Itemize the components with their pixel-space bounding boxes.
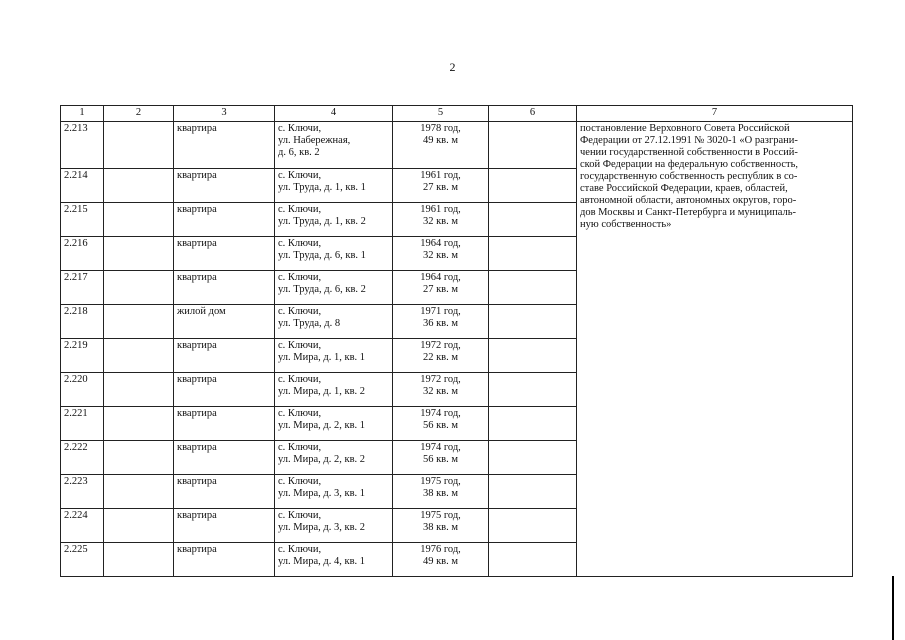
- address-line: с. Ключи,: [278, 272, 322, 283]
- cell-col-6: [489, 169, 577, 203]
- cell-characteristics: [393, 169, 489, 203]
- cell-object-type: [174, 407, 275, 441]
- table-row: [61, 122, 853, 169]
- cell-col-6: [489, 339, 577, 373]
- address-line: с. Ключи,: [278, 123, 322, 134]
- object-type: квартира: [177, 544, 217, 555]
- address-line: с. Ключи,: [278, 170, 322, 181]
- legal-basis-line: ную собственность»: [580, 219, 672, 230]
- object-type: квартира: [177, 238, 217, 249]
- cell-col-2: [104, 373, 174, 407]
- object-type: квартира: [177, 272, 217, 283]
- row-number: 2.221: [64, 408, 88, 419]
- build-year: 1972 год,: [420, 374, 461, 385]
- cell-characteristics: [393, 122, 489, 169]
- row-number: 2.218: [64, 306, 88, 317]
- header-col-1: 1: [61, 106, 104, 122]
- page-number: 2: [449, 60, 456, 74]
- legal-basis-line: ставе Российской Федерации, краев, областей,: [580, 183, 788, 194]
- address-line: ул. Мира, д. 3, кв. 1: [278, 488, 366, 499]
- legal-basis-line: государственную собственность республик в со-: [580, 171, 798, 182]
- address-line: с. Ключи,: [278, 544, 322, 555]
- cell-col-2: [104, 339, 174, 373]
- cell-number: [61, 509, 104, 543]
- cell-number: [61, 169, 104, 203]
- cell-characteristics: [393, 271, 489, 305]
- header-col-5: 5: [393, 106, 489, 122]
- address-line: д. 6, кв. 2: [278, 147, 320, 158]
- cell-number: [61, 407, 104, 441]
- object-type: жилой дом: [177, 306, 226, 317]
- cell-address: [275, 373, 393, 407]
- cell-characteristics: [393, 237, 489, 271]
- cell-number: [61, 305, 104, 339]
- cell-object-type: [174, 203, 275, 237]
- object-type: квартира: [177, 476, 217, 487]
- cell-col-2: [104, 305, 174, 339]
- cell-number: [61, 203, 104, 237]
- area: 32 кв. м: [422, 386, 459, 397]
- build-year: 1976 год,: [420, 544, 461, 555]
- cell-characteristics: [393, 373, 489, 407]
- cell-address: [275, 305, 393, 339]
- address-line: ул. Мира, д. 1, кв. 2: [278, 386, 366, 397]
- address-line: с. Ключи,: [278, 238, 322, 249]
- cell-address: [275, 203, 393, 237]
- area: 56 кв. м: [422, 420, 459, 431]
- cell-col-2: [104, 237, 174, 271]
- area: 49 кв. м: [422, 556, 459, 567]
- cell-number: [61, 373, 104, 407]
- row-number: 2.219: [64, 340, 88, 351]
- cell-object-type: [174, 169, 275, 203]
- cell-number: [61, 237, 104, 271]
- cell-address: [275, 509, 393, 543]
- cell-characteristics: [393, 475, 489, 509]
- area: 22 кв. м: [422, 352, 459, 363]
- cell-col-2: [104, 122, 174, 169]
- cell-characteristics: [393, 203, 489, 237]
- address-line: с. Ключи,: [278, 408, 322, 419]
- row-number: 2.222: [64, 442, 88, 453]
- cell-characteristics: [393, 441, 489, 475]
- legal-basis-line: Федерации от 27.12.1991 № 3020-1 «О разграни-: [580, 135, 798, 146]
- address-line: ул. Мира, д. 2, кв. 2: [278, 454, 366, 465]
- cell-object-type: [174, 339, 275, 373]
- area: 36 кв. м: [422, 318, 459, 329]
- cell-characteristics: [393, 305, 489, 339]
- area: 56 кв. м: [422, 454, 459, 465]
- cell-address: [275, 237, 393, 271]
- cell-col-2: [104, 407, 174, 441]
- address-line: с. Ключи,: [278, 204, 322, 215]
- cell-number: [61, 271, 104, 305]
- cell-col-6: [489, 441, 577, 475]
- build-year: 1961 год,: [420, 170, 461, 181]
- cell-col-6: [489, 271, 577, 305]
- build-year: 1974 год,: [420, 408, 461, 419]
- cell-address: [275, 169, 393, 203]
- cell-col-2: [104, 169, 174, 203]
- build-year: 1961 год,: [420, 204, 461, 215]
- object-type: квартира: [177, 510, 217, 521]
- area: 32 кв. м: [422, 250, 459, 261]
- address-line: ул. Мира, д. 2, кв. 1: [278, 420, 366, 431]
- header-col-2: 2: [104, 106, 174, 122]
- row-number: 2.225: [64, 544, 88, 555]
- area: 49 кв. м: [422, 135, 459, 146]
- cell-address: [275, 271, 393, 305]
- address-line: с. Ключи,: [278, 340, 322, 351]
- build-year: 1975 год,: [420, 476, 461, 487]
- address-line: ул. Мира, д. 3, кв. 2: [278, 522, 366, 533]
- legal-basis-line: ской Федерации на федеральную собственность,: [580, 159, 799, 170]
- cell-number: [61, 441, 104, 475]
- cell-characteristics: [393, 509, 489, 543]
- cell-col-6: [489, 305, 577, 339]
- address-line: ул. Набережная,: [278, 135, 351, 146]
- cell-address: [275, 475, 393, 509]
- address-line: с. Ключи,: [278, 442, 322, 453]
- address-line: ул. Мира, д. 4, кв. 1: [278, 556, 366, 567]
- cell-col-6: [489, 509, 577, 543]
- area: 27 кв. м: [422, 284, 459, 295]
- cell-address: [275, 339, 393, 373]
- cell-col-2: [104, 509, 174, 543]
- row-number: 2.216: [64, 238, 88, 249]
- cell-col-6: [489, 475, 577, 509]
- cell-address: [275, 441, 393, 475]
- build-year: 1972 год,: [420, 340, 461, 351]
- area: 38 кв. м: [422, 488, 459, 499]
- area: 27 кв. м: [422, 182, 459, 193]
- cell-number: [61, 122, 104, 169]
- legal-basis-line: чении государственной собственности в Россий-: [580, 147, 798, 158]
- address-line: с. Ключи,: [278, 476, 322, 487]
- cell-col-2: [104, 203, 174, 237]
- cell-object-type: [174, 237, 275, 271]
- cell-object-type: [174, 441, 275, 475]
- row-number: 2.224: [64, 510, 88, 521]
- address-line: ул. Труда, д. 8: [278, 318, 341, 329]
- legal-basis-line: дов Москвы и Санкт-Петербурга и муниципаль-: [580, 207, 797, 218]
- row-number: 2.223: [64, 476, 88, 487]
- build-year: 1978 год,: [420, 123, 461, 134]
- address-line: с. Ключи,: [278, 510, 322, 521]
- address-line: ул. Мира, д. 1, кв. 1: [278, 352, 366, 363]
- cell-col-6: [489, 122, 577, 169]
- address-line: ул. Труда, д. 6, кв. 2: [278, 284, 366, 295]
- address-line: с. Ключи,: [278, 306, 322, 317]
- legal-basis-line: постановление Верховного Совета Российской: [580, 123, 790, 134]
- row-number: 2.220: [64, 374, 88, 385]
- cell-characteristics: [393, 339, 489, 373]
- object-type: квартира: [177, 374, 217, 385]
- build-year: 1964 год,: [420, 238, 461, 249]
- cell-object-type: [174, 122, 275, 169]
- cell-number: [61, 543, 104, 577]
- object-type: квартира: [177, 442, 217, 453]
- build-year: 1971 год,: [420, 306, 461, 317]
- cell-address: [275, 407, 393, 441]
- cell-col-2: [104, 441, 174, 475]
- object-type: квартира: [177, 123, 217, 134]
- header-col-6: 6: [489, 106, 577, 122]
- cell-object-type: [174, 305, 275, 339]
- cell-object-type: [174, 373, 275, 407]
- scan-edge-mark: [892, 576, 894, 640]
- cell-object-type: [174, 543, 275, 577]
- address-line: ул. Труда, д. 6, кв. 1: [278, 250, 366, 261]
- header-row: [61, 106, 853, 122]
- header-col-4: 4: [275, 106, 393, 122]
- cell-col-6: [489, 237, 577, 271]
- cell-characteristics: [393, 407, 489, 441]
- build-year: 1964 год,: [420, 272, 461, 283]
- cell-number: [61, 339, 104, 373]
- header-col-3: 3: [174, 106, 275, 122]
- cell-legal-basis: [577, 122, 853, 577]
- cell-object-type: [174, 475, 275, 509]
- cell-address: [275, 543, 393, 577]
- cell-number: [61, 475, 104, 509]
- cell-object-type: [174, 271, 275, 305]
- object-type: квартира: [177, 408, 217, 419]
- address-line: с. Ключи,: [278, 374, 322, 385]
- row-number: 2.213: [64, 123, 88, 134]
- cell-col-6: [489, 407, 577, 441]
- object-type: квартира: [177, 340, 217, 351]
- cell-object-type: [174, 509, 275, 543]
- legal-basis-line: автономной области, автономных округов, горо-: [580, 195, 797, 206]
- cell-col-2: [104, 543, 174, 577]
- row-number: 2.214: [64, 170, 88, 181]
- cell-col-6: [489, 543, 577, 577]
- build-year: 1974 год,: [420, 442, 461, 453]
- row-number: 2.215: [64, 204, 88, 215]
- address-line: ул. Труда, д. 1, кв. 2: [278, 216, 366, 227]
- cell-characteristics: [393, 543, 489, 577]
- header-col-7: 7: [577, 106, 853, 122]
- property-table: [60, 105, 853, 577]
- area: 38 кв. м: [422, 522, 459, 533]
- cell-col-6: [489, 373, 577, 407]
- build-year: 1975 год,: [420, 510, 461, 521]
- cell-col-6: [489, 203, 577, 237]
- area: 32 кв. м: [422, 216, 459, 227]
- object-type: квартира: [177, 170, 217, 181]
- cell-address: [275, 122, 393, 169]
- row-number: 2.217: [64, 272, 88, 283]
- cell-col-2: [104, 271, 174, 305]
- cell-col-2: [104, 475, 174, 509]
- object-type: квартира: [177, 204, 217, 215]
- address-line: ул. Труда, д. 1, кв. 1: [278, 182, 366, 193]
